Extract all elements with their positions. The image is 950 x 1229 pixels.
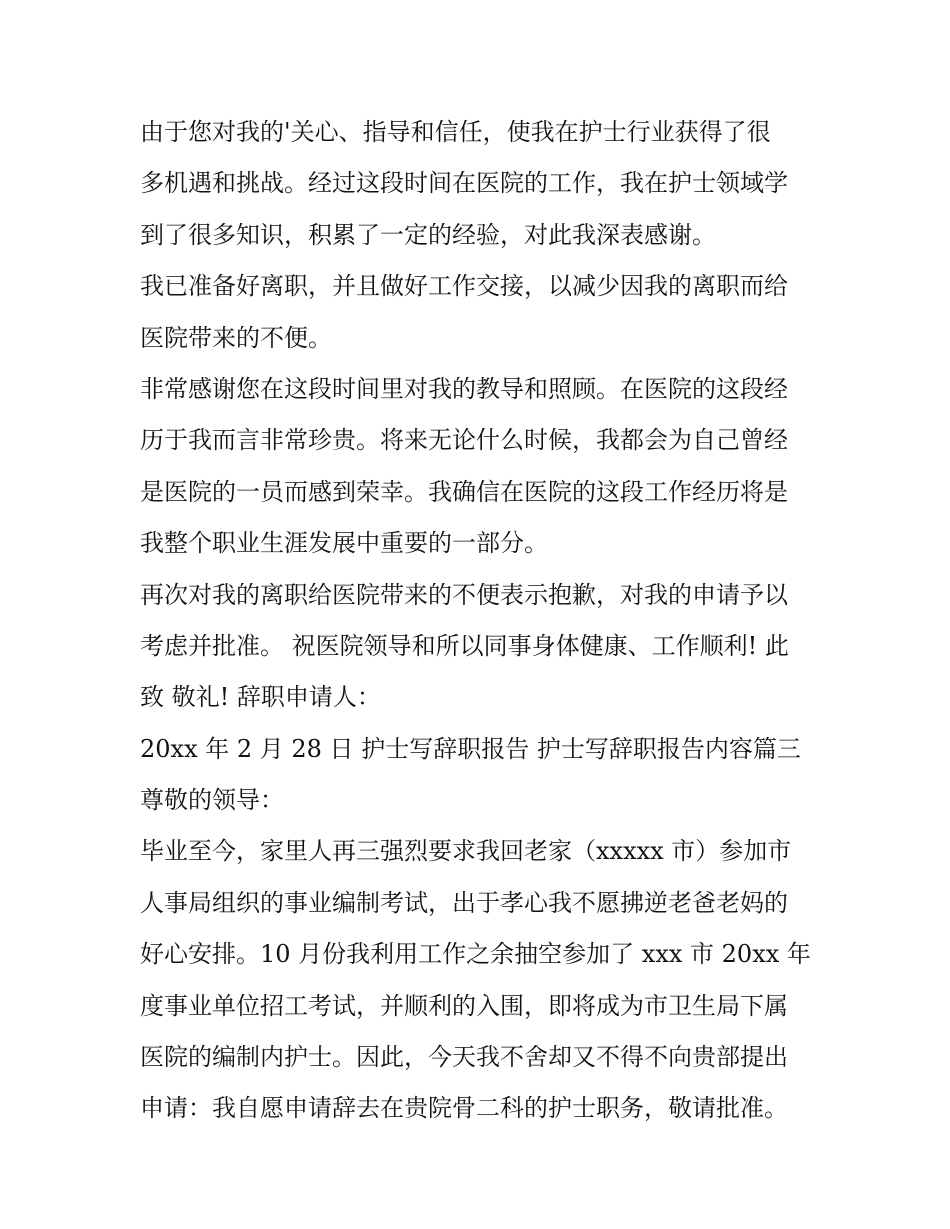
text-line: 致 敬礼! 辞职申请人：	[140, 683, 381, 712]
text-line: 尊敬的领导：	[140, 786, 284, 815]
text-line: 申请：我自愿申请辞去在贵院骨二科的护士职务，敬请批准。	[140, 1094, 788, 1123]
text-line: 人事局组织的事业编制考试，出于孝心我不愿拂逆老爸老妈的	[140, 888, 788, 917]
text-line: 我已准备好离职，并且做好工作交接，以减少因我的离职而给	[140, 272, 788, 301]
text-line: 医院带来的不便。	[140, 323, 332, 352]
text-line: 由于您对我的'关心、指导和信任，使我在护士行业获得了很	[140, 118, 771, 146]
text-line: 我整个职业生涯发展中重要的一部分。	[140, 529, 548, 558]
text-line: 非常感谢您在这段时间里对我的教导和照顾。在医院的这段经	[140, 374, 788, 403]
text-line: 好心安排。10 月份我利用工作之余抽空参加了 xxx 市 20xx 年	[140, 940, 811, 969]
text-line: 20xx 年 2 月 28 日 护士写辞职报告 护士写辞职报告内容篇三	[140, 734, 801, 763]
text-line: 度事业单位招工考试，并顺利的入围，即将成为市卫生局下属	[140, 991, 788, 1020]
body-text	[140, 107, 820, 1135]
text-line: 再次对我的离职给医院带来的不便表示抱歉，对我的申请予以	[140, 580, 788, 609]
text-line: 考虑并批准。 祝医院领导和所以同事身体健康、工作顺利! 此	[140, 631, 789, 660]
text-line: 历于我而言非常珍贵。将来无论什么时候，我都会为自己曾经	[140, 426, 788, 455]
text-line: 毕业至今，家里人再三强烈要求我回老家（xxxxx 市）参加市	[140, 837, 792, 866]
text-line: 医院的编制内护士。因此，今天我不舍却又不得不向贵部提出	[140, 1043, 788, 1072]
text-line: 多机遇和挑战。经过这段时间在医院的工作，我在护士领域学	[140, 169, 788, 198]
text-line: 到了很多知识，积累了一定的经验，对此我深表感谢。	[140, 220, 716, 249]
text-line: 是医院的一员而感到荣幸。我确信在医院的这段工作经历将是	[140, 477, 788, 506]
